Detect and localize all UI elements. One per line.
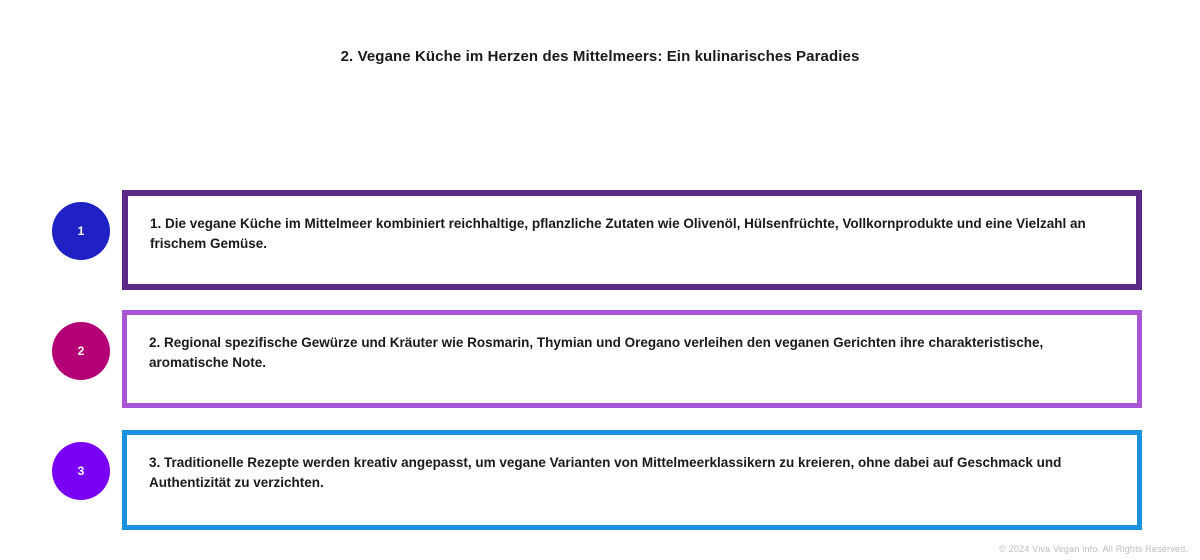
list-item <box>0 430 1200 550</box>
bullet-number-label: 2 <box>77 344 85 358</box>
bullet-number-badge <box>52 442 110 500</box>
content-text: 2. Regional spezifische Gewürze und Kräuter wie Rosmarin, Thymian und Oregano verleihen den veganen Gerichten ihre charakteristische, aromatische Note. <box>149 335 1044 370</box>
content-box <box>122 190 1142 290</box>
bullet-number-label: 1 <box>77 224 85 238</box>
content-text: 1. Die vegane Küche im Mittelmeer kombiniert reichhaltige, pflanzliche Zutaten wie Olivenöl, Hülsenfrüchte, Vollkornprodukte und eine Vielzahl an frischem Gemüse. <box>150 216 1086 251</box>
content-box <box>122 310 1142 408</box>
bullet-number-badge <box>52 202 110 260</box>
content-text: 3. Traditionelle Rezepte werden kreativ angepasst, um vegane Varianten von Mittelmeerklassikern zu kreieren, ohne dabei auf Geschmack und Authentizität zu verzichten. <box>149 455 1062 490</box>
bullet-list <box>0 190 1200 550</box>
page-title: 2. Vegane Küche im Herzen des Mittelmeers: Ein kulinarisches Paradies <box>340 48 860 65</box>
list-item <box>0 310 1200 430</box>
content-box <box>122 430 1142 530</box>
copyright-footer: © 2024 Viva Vegan info. All Rights Reserved. <box>999 544 1188 554</box>
list-item <box>0 190 1200 310</box>
bullet-number-badge <box>52 322 110 380</box>
bullet-number-label: 3 <box>77 464 85 478</box>
